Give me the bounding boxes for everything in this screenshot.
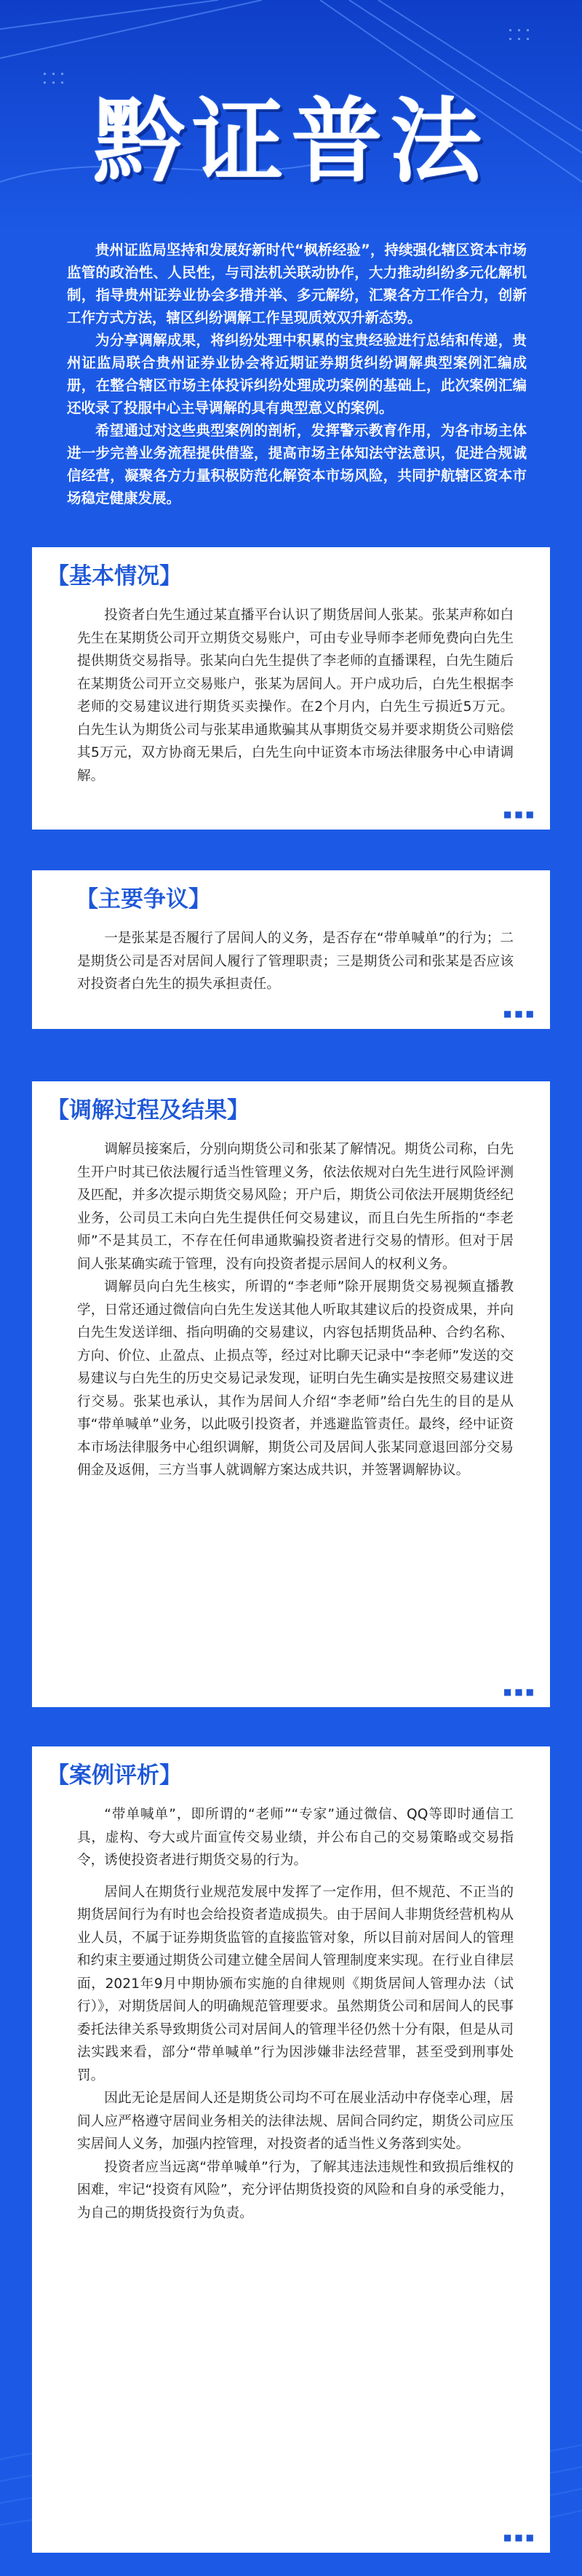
section-case-analysis — [32, 1746, 550, 2553]
page-title: 黔证普法 — [93, 88, 489, 195]
section-paragraph: 投资者应当远离“带单喊单”行为，了解其违法违规性和致损后维权的困难，牢记“投资有风险”，充分评估期货投资的风险和自身的承受能力，为自己的期货投资行为负责。 — [77, 2159, 514, 2221]
intro-paragraph: 贵州证监局坚持和发展好新时代“枫桥经验”，持续强化辖区资本市场监管的政治性、人民性，与司法机关联动协作，大力推动纠纷多元化解机制，指导贵州证券业协会多措并举、多元解纷，汇聚各方工作合力，创新工作方式方法，辖区纠纷调解工作呈现质效双升新态势。 — [67, 242, 527, 326]
section-heading: 【案例评析】 — [47, 1762, 182, 1789]
section-paragraph: 投资者白先生通过某直播平台认识了期货居间人张某。张某声称如白先生在某期货公司开立期货交易账户，可由专业导师李老师免费向白先生提供期货交易指导。张某向白先生提供了李老师的直播课程，白先生随后在某期货公司开立交易账户，张某为居间人。开户成功后，白先生根据李老师的交易建议进行期货买卖操作。在2个月内，白先生亏损近5万元。白先生认为期货公司与张某串通欺骗其从事期货交易并要求期货公司赔偿其5万元，双方协商无果后，白先生向中证资本市场法律服务中心申请调解。 — [77, 608, 514, 784]
dots-decor: ■■■ — [503, 809, 537, 819]
section-paragraph: 因此无论是居间人还是期货公司均不可在展业活动中存侥幸心理，居间人应严格遵守居间业务相关的法律法规、居间合同约定，期货公司应压实居间人义务，加强内控管理，对投资者的适当性义务落到实处。 — [77, 2091, 514, 2152]
dots-decor: ■■■ — [503, 1687, 537, 1697]
section-basic-info — [32, 547, 550, 830]
section-paragraph: 居间人在期货行业规范发展中发挥了一定作用，但不规范、不正当的期货居间行为有时也会给投资者造成损失。由于居间人非期货经营机构从业人员，不属于证券期货监管的直接监管对象，所以目前对居间人的管理和约束主要通过期货公司建立健全居间人管理制度来实现。在行业自律层面，2021年9月中期协颁布实施的自律规则《期货居间人管理办法（试行）》，对期货居间人的明确规范管理要求。虽然期货公司和居间人的民事委托法律关系导致期货公司对居间人的管理半径仍然十分有限，但是从司法实践来看，部分“带单喊单”行为因涉嫌非法经营罪，甚至受到刑事处罚。 — [77, 1884, 514, 2083]
dots-decor: ■■■ — [503, 1009, 537, 1019]
intro-text — [67, 239, 527, 509]
section-heading: 【主要争议】 — [76, 886, 211, 913]
dots-decor: ■■■ — [503, 2532, 537, 2543]
section-paragraph: 调解员接案后，分别向期货公司和张某了解情况。期货公司称，白先生开户时其已依法履行适当性管理义务，依法依规对白先生进行风险评测及匹配，并多次提示期货交易风险；开户后，期货公司依法开展期货经纪业务，公司员工未向白先生提供任何交易建议，而且白先生所指的“李老师”不是其员工，不存在任何串通欺骗投资者进行交易的情形。但对于居间人张某确实疏于管理，没有向投资者提示居间人的权利义务。 — [77, 1142, 514, 1272]
section-paragraph: 调解员向白先生核实，所谓的“李老师”除开展期货交易视频直播教学，日常还通过微信向白先生发送其他人听取其建议后的投资成果，并向白先生发送详细、指向明确的交易建议，内容包括期货品种、合约名称、方向、价位、止盈点、止损点等，经过对比聊天记录中“李老师”发送的交易建议与白先生的历史交易记录发现，证明白先生确实是按照交易建议进行交易。张某也承认，其作为居间人介绍“李老师”给白先生的目的是从事“带单喊单”业务，以此吸引投资者，并逃避监管责任。最终，经中证资本市场法律服务中心组织调解，期货公司及居间人张某同意退回部分交易佣金及返佣，三方当事人就调解方案达成共识，并签署调解协议。 — [77, 1279, 514, 1478]
intro-paragraph: 为分享调解成果，将纠纷处理中积累的宝贵经验进行总结和传递，贵州证监局联合贵州证券业协会将近期证券期货纠纷调解典型案例汇编成册，在整合辖区市场主体投诉纠纷处理成功案例的基础上，此次案例汇编还收录了投服中心主导调解的具有典型意义的案例。 — [67, 332, 527, 416]
section-paragraph: 一是张某是否履行了居间人的义务，是否存在“带单喊单”的行为；二是期货公司是否对居间人履行了管理职责；三是期货公司和张某是否应该对投资者白先生的损失承担责任。 — [77, 931, 514, 992]
section-paragraph: “带单喊单”，即所谓的“老师”“专家”通过微信、QQ等即时通信工具，虚构、夸大或片面宣传交易业绩，并公布自己的交易策略或交易指令，诱使投资者进行期货交易的行为。 — [77, 1807, 514, 1868]
section-main-dispute — [32, 870, 550, 1029]
section-body — [77, 604, 514, 787]
section-body — [77, 1138, 514, 1482]
section-body — [77, 927, 514, 996]
hero-banner — [0, 0, 582, 240]
section-heading: 【基本情况】 — [47, 563, 182, 589]
intro-paragraph: 希望通过对这些典型案例的剖析，发挥警示教育作用，为各市场主体进一步完善业务流程提供借鉴，提高市场主体知法守法意识，促进合规诚信经营，凝聚各方力量积极防范化解资本市场风险，共同护航辖区资本市场稳定健康发展。 — [67, 422, 527, 506]
section-mediation — [32, 1081, 550, 1707]
section-body — [77, 1803, 514, 2225]
section-heading: 【调解过程及结果】 — [47, 1097, 250, 1124]
